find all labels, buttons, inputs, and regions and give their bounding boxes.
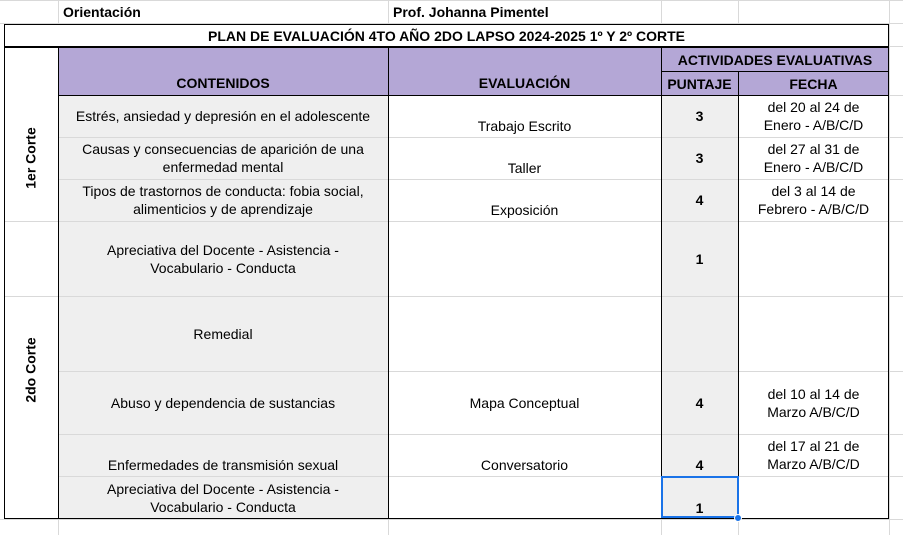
plan-title[interactable]: PLAN DE EVALUACIÓN 4TO AÑO 2DO LAPSO 2024-2025 1º Y 2º CORTE [4,24,889,47]
grid-line [889,476,903,477]
grid-line [388,0,389,23]
row-3-evaluacion[interactable]: Exposición [490,202,559,218]
row-8-contenido[interactable]: Apreciativa del Docente - Asistencia - Vocabulario - Conducta [107,480,339,515]
row-divider [58,179,889,180]
row-6-fecha[interactable]: del 10 al 14 de Marzo A/B/C/D [767,385,860,420]
header-evaluacion[interactable]: EVALUACIÓN [478,75,571,91]
grid-line [889,23,903,24]
row-3-fecha[interactable]: del 3 al 14 de Febrero - A/B/C/D [757,183,870,217]
grid-line [738,0,739,23]
row-3-contenido[interactable]: Tipos de trastornos de conducta: fobia social, alimenticios y de aprendizaje [82,183,364,217]
table-border [4,24,5,519]
table-border [4,47,889,48]
table-border [661,71,889,72]
header-actividades[interactable]: ACTIVIDADES EVALUATIVAS [677,51,873,68]
table-border [661,47,662,519]
table-border [58,95,889,96]
section-second-corte[interactable] [4,221,58,519]
section-first-label: 1er Corte [23,127,39,189]
table-border [888,24,889,519]
row-7-evaluacion[interactable]: Conversatorio [480,457,569,473]
row-1-fecha[interactable]: del 20 al 24 de Enero - A/B/C/D [763,99,864,133]
grid-line [661,0,662,23]
grid-line [889,179,903,180]
table-border [4,518,889,519]
grid-line [889,95,903,96]
row-6-puntaje[interactable]: 4 [695,394,704,411]
grid-line [388,519,389,535]
grid-line [889,434,903,435]
grid-line [661,519,662,535]
row-divider [58,476,889,477]
table-border [388,47,389,519]
row-4-fecha[interactable] [738,221,889,296]
row-divider [58,371,889,372]
row-2-puntaje[interactable]: 3 [695,150,704,166]
row-8-fecha[interactable] [738,476,889,519]
header-contenidos[interactable]: CONTENIDOS [176,75,270,91]
grid-line [0,0,903,1]
fill-handle[interactable] [734,514,742,522]
row-2-contenido[interactable]: Causas y consecuencias de aparición de una enfermedad mental [82,141,364,175]
row-1-puntaje[interactable]: 3 [695,108,704,124]
header-fecha[interactable]: FECHA [789,75,838,92]
row-7-fecha[interactable]: del 17 al 21 de Marzo A/B/C/D [767,438,860,472]
row-divider [58,434,889,435]
grid-line [58,0,59,23]
row-2-fecha[interactable]: del 27 al 31 de Enero - A/B/C/D [763,141,864,175]
table-border [58,47,59,519]
row-5-evaluacion[interactable] [388,296,661,371]
header-puntaje[interactable]: PUNTAJE [667,75,732,92]
row-7-contenido[interactable]: Enfermedades de transmisión sexual [107,457,339,473]
row-5-puntaje[interactable] [661,296,738,371]
grid-line [889,221,903,222]
grid-line [58,519,59,535]
grid-line [889,137,903,138]
subject-label[interactable]: Orientación [63,4,141,20]
row-6-evaluacion[interactable]: Mapa Conceptual [469,394,580,411]
table-border [738,71,739,519]
grid-line [0,519,903,520]
section-second-label: 2do Corte [23,337,39,403]
row-divider [58,137,889,138]
section-first-corte[interactable] [4,95,58,221]
row-4-evaluacion[interactable] [388,221,661,296]
grid-line [889,296,903,297]
row-8-puntaje[interactable]: 1 [695,500,704,516]
row-1-contenido[interactable]: Estrés, ansiedad y depresión en el adolescente [75,108,371,124]
row-1-evaluacion[interactable]: Trabajo Escrito [477,118,572,134]
row-4-puntaje[interactable]: 1 [695,250,704,267]
grid-line [889,371,903,372]
row-5-fecha[interactable] [738,296,889,371]
row-8-evaluacion[interactable] [388,476,661,519]
row-divider [4,296,889,297]
teacher-name[interactable]: Prof. Johanna Pimentel [393,4,549,20]
row-4-contenido[interactable]: Apreciativa del Docente - Asistencia - Vocabulario - Conducta [107,241,339,276]
row-6-contenido[interactable]: Abuso y dependencia de sustancias [110,394,336,411]
grid-line [889,0,890,535]
row-2-evaluacion[interactable]: Taller [507,160,542,176]
row-5-contenido[interactable]: Remedial [193,325,253,342]
selected-cell-outline[interactable] [661,476,739,518]
row-3-puntaje[interactable]: 4 [695,192,704,208]
row-divider [4,221,889,222]
grid-line [889,46,903,47]
row-7-puntaje[interactable]: 4 [695,457,704,473]
